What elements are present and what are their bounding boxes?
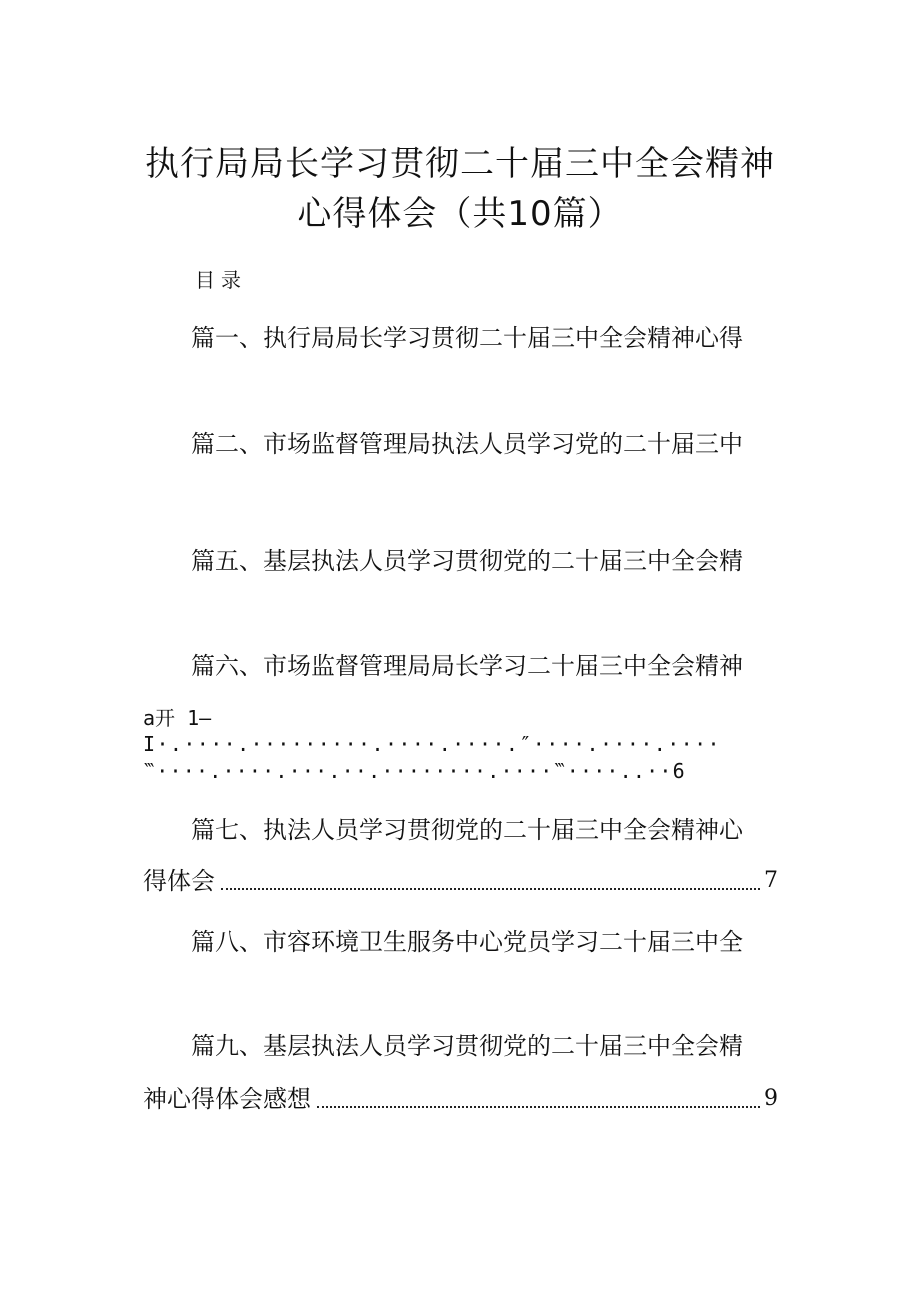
toc-heading: 目录 — [195, 268, 247, 292]
garbled-ocr-line-3: ‷····.····.···.··.········.····‷····..··6 — [143, 759, 686, 783]
toc-entry-7-continuation[interactable] — [143, 866, 778, 896]
toc-entry-5[interactable]: 篇五、基层执法人员学习贯彻党的二十届三中全会精 — [191, 547, 743, 575]
dot-leader — [317, 1106, 760, 1108]
toc-entry-7[interactable]: 篇七、执法人员学习贯彻党的二十届三中全会精神心 — [191, 816, 743, 844]
toc-entry-9-continuation[interactable] — [143, 1084, 778, 1114]
toc-entry-7-continuation-text: 得体会 — [143, 867, 215, 895]
toc-entry-9[interactable]: 篇九、基层执法人员学习贯彻党的二十届三中全会精 — [191, 1032, 743, 1060]
toc-entry-1[interactable]: 篇一、执行局局长学习贯彻二十届三中全会精神心得 — [191, 324, 743, 352]
toc-entry-7-page-number: 7 — [764, 868, 778, 893]
garbled-ocr-line-1: a开 1— — [143, 706, 212, 730]
document-title-line-2: 心得体会（共10篇） — [297, 194, 623, 234]
toc-entry-6[interactable]: 篇六、市场监督管理局局长学习二十届三中全会精神 — [191, 652, 743, 680]
garbled-ocr-line-2: I·.····.·········.····.····.″····.····.···· — [143, 732, 721, 756]
dot-leader — [221, 888, 760, 890]
document-title-line-1: 执行局局长学习贯彻二十届三中全会精神 — [145, 144, 775, 184]
toc-entry-2[interactable]: 篇二、市场监督管理局执法人员学习党的二十届三中 — [191, 430, 743, 458]
toc-entry-9-continuation-text: 神心得体会感想 — [143, 1085, 311, 1113]
toc-entry-9-page-number: 9 — [764, 1086, 778, 1111]
toc-entry-8[interactable]: 篇八、市容环境卫生服务中心党员学习二十届三中全 — [191, 928, 743, 956]
